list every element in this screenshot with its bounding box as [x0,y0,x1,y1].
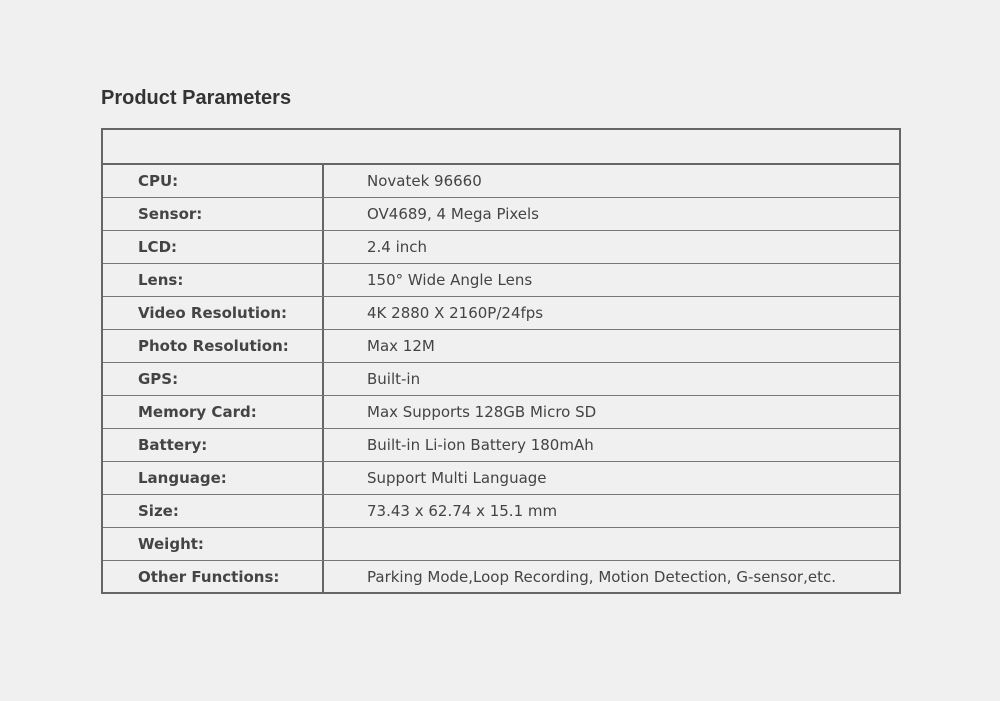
spec-label: Lens: [103,264,324,296]
spec-label: Memory Card: [103,396,324,428]
spec-label: Weight: [103,528,324,560]
table-row [103,561,899,592]
spec-label: Photo Resolution: [103,330,324,362]
spec-label: Size: [103,495,324,527]
table-row [103,198,899,231]
spec-label: Other Functions: [103,561,324,592]
spec-label: Sensor: [103,198,324,230]
spec-value: 150° Wide Angle Lens [367,271,533,289]
table-row [103,495,899,528]
spec-value: Parking Mode,Loop Recording, Motion Detection, G-sensor,etc. [367,567,836,586]
spec-value: 2.4 inch [367,238,428,256]
spec-value: Built-in [367,370,421,388]
spec-label: CPU: [103,165,324,197]
spec-value: Novatek 96660 [367,172,482,190]
spec-label: Language: [103,462,324,494]
table-header-row [103,130,899,165]
spec-label: Video Resolution: [103,297,324,329]
table-row [103,462,899,495]
table-row [103,297,899,330]
spec-value: OV4689, 4 Mega Pixels [367,205,539,223]
spec-value: Built-in Li-ion Battery 180mAh [367,436,594,454]
table-row [103,528,899,561]
table-row [103,396,899,429]
table-body [103,165,899,592]
spec-label: LCD: [103,231,324,263]
spec-label: GPS: [103,363,324,395]
page-title: Product Parameters [101,87,292,109]
table-row [103,363,899,396]
spec-table [101,128,901,594]
spec-label: Battery: [103,429,324,461]
spec-value [324,528,899,560]
table-row [103,330,899,363]
spec-value: Max 12M [367,337,435,355]
table-row [103,429,899,462]
spec-value: 73.43 x 62.74 x 15.1 mm [367,502,558,520]
table-row [103,231,899,264]
table-row [103,165,899,198]
spec-value: Support Multi Language [367,469,547,487]
spec-value: Max Supports 128GB Micro SD [367,403,597,421]
spec-value: 4K 2880 X 2160P/24fps [367,304,544,322]
table-row [103,264,899,297]
